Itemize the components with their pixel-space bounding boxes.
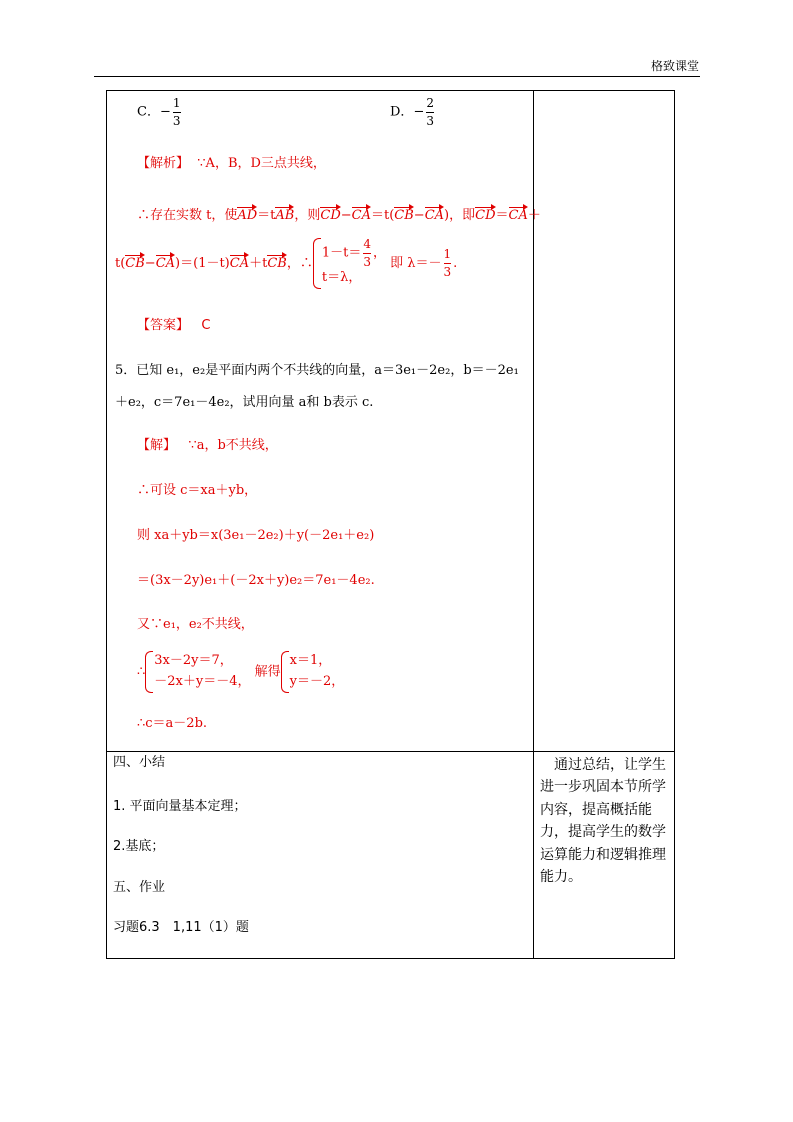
summary-note: 通过总结，让学生进一步巩固本节所学内容，提高概括能力，提高学生的数学运算能力和逻辑推理能力。 — [540, 757, 666, 885]
option-d — [390, 97, 436, 127]
analysis-line-1 — [137, 157, 326, 170]
option-c-label: C． — [137, 104, 160, 120]
system-fraction — [363, 238, 371, 268]
solution-text: ∵a，b不共线， — [188, 438, 278, 453]
summary-item-1: 1. 平面向量基本定理； — [113, 799, 247, 814]
option-d-fraction — [426, 97, 434, 127]
vector-ca: CA — [155, 255, 176, 271]
vector-ad: AD — [237, 208, 258, 223]
analysis-text: − — [340, 208, 352, 223]
analysis-tag: 【解析】 — [137, 156, 190, 171]
system-row: t＝λ， — [321, 270, 362, 285]
vector-ca: CA — [229, 255, 250, 271]
solution-line-7: ∴c＝a－2b. — [137, 716, 208, 731]
vector-cb: CB — [267, 255, 287, 271]
fraction-denominator: 3 — [363, 255, 371, 269]
analysis-line-2 — [137, 209, 541, 222]
fraction-numerator: 4 — [363, 237, 371, 251]
analysis-text: ＝ — [495, 208, 509, 223]
solution-text: ∴ — [137, 664, 146, 680]
solution-line-4: ＝(3x－2y)e₁＋(－2x＋y)e₂＝7e₁－4e₂. — [137, 573, 375, 588]
vector-cd: CD — [475, 208, 496, 223]
option-d-sign: − — [413, 104, 425, 120]
vector-cb: CB — [125, 255, 145, 271]
system-row: x＝1， — [289, 653, 332, 668]
fraction-bar — [444, 263, 452, 264]
option-c-numerator: 1 — [172, 96, 181, 110]
answer-tag: 【答案】 — [137, 318, 190, 333]
option-d-label: D． — [390, 104, 414, 120]
fraction-bar — [173, 112, 181, 113]
analysis-line-3 — [115, 238, 457, 289]
vector-ca: CA — [351, 208, 371, 223]
content-cell — [107, 91, 541, 752]
result-fraction — [444, 248, 452, 278]
summary-note-cell — [534, 752, 675, 959]
vector-ca: CA — [424, 208, 445, 223]
vector-ab: AB — [275, 208, 295, 223]
fraction-numerator: 1 — [443, 247, 452, 262]
homework-text: 习题6.3 1,11（1）题 — [113, 920, 249, 935]
option-d-denominator: 3 — [426, 114, 434, 128]
analysis-text: ，∴ — [286, 255, 313, 271]
analysis-text: − — [144, 255, 156, 271]
table-row — [107, 752, 675, 959]
equation-system — [313, 238, 386, 289]
system-row: 3x－2y＝7， — [154, 653, 233, 668]
fraction-bar — [363, 253, 371, 254]
solution-line-2: ∴可设 c＝xa＋yb， — [137, 483, 258, 498]
system-row: y＝－2， — [289, 673, 345, 689]
answer-line — [137, 319, 211, 332]
solution-line-3: 则 xa＋yb＝x(3e₁－2e₂)＋y(－2e₁＋e₂) — [137, 528, 375, 543]
equation-system — [281, 651, 345, 693]
analysis-text: ∴存在实数 t，使 — [137, 208, 238, 223]
problem-line-1: 5．已知 e₁，e₂是平面内两个不共线的向量，a＝3e₁－2e₂，b＝－2e₁ — [115, 363, 519, 378]
answer-value: C — [201, 318, 211, 333]
vector-ca: CA — [508, 208, 528, 223]
equation-system — [145, 651, 250, 693]
vector-cd: CD — [320, 208, 341, 223]
system-text: 1－t＝ — [321, 245, 362, 261]
fraction-bar — [426, 112, 434, 113]
header-divider — [94, 76, 700, 77]
analysis-text: . — [453, 255, 458, 271]
analysis-text: ∵A，B，D三点共线， — [197, 156, 326, 171]
system-row: －2x＋y＝－4， — [154, 673, 251, 689]
brace-icon — [281, 651, 289, 693]
analysis-text: )，即 — [444, 208, 476, 223]
system-row — [322, 238, 386, 268]
analysis-text: ＝t — [257, 208, 276, 223]
brace-icon — [313, 238, 321, 289]
analysis-text: )＝(1－t) — [175, 255, 230, 271]
page-header-title: 格致课堂 — [650, 59, 699, 73]
option-c-denominator: 3 — [172, 114, 181, 128]
analysis-text: ＝t( — [371, 208, 395, 223]
analysis-text: ＋t — [249, 255, 268, 271]
analysis-text: ＋ — [527, 208, 541, 223]
summary-item-2: 2.基底； — [113, 839, 165, 854]
notes-cell — [534, 91, 675, 752]
option-c-fraction — [173, 97, 181, 127]
solution-line-5: 又∵e₁，e₂不共线， — [137, 617, 254, 632]
option-c — [137, 97, 183, 127]
option-c-sign: − — [159, 104, 171, 120]
solution-line-1 — [137, 439, 278, 452]
homework-heading: 五、作业 — [113, 880, 166, 895]
system-text: ， — [373, 245, 387, 261]
fraction-denominator: 3 — [443, 265, 452, 280]
solution-tag: 【解】 — [137, 438, 177, 453]
brace-icon — [145, 651, 153, 693]
analysis-text: 即 λ＝－ — [390, 255, 442, 271]
summary-heading: 四、小结 — [113, 755, 166, 770]
analysis-text: t( — [115, 255, 126, 271]
solution-text: 解得 — [254, 664, 281, 680]
option-d-numerator: 2 — [426, 96, 434, 110]
summary-cell — [107, 752, 534, 959]
problem-line-2: ＋e₂，c＝7e₁－4e₂，试用向量 a和 b表示 c. — [115, 395, 374, 410]
solution-line-6 — [137, 651, 344, 693]
analysis-text: − — [413, 208, 425, 223]
lesson-table — [106, 90, 675, 959]
analysis-text: ，则 — [294, 208, 321, 223]
vector-cb: CB — [394, 208, 414, 223]
table-row — [107, 91, 675, 752]
